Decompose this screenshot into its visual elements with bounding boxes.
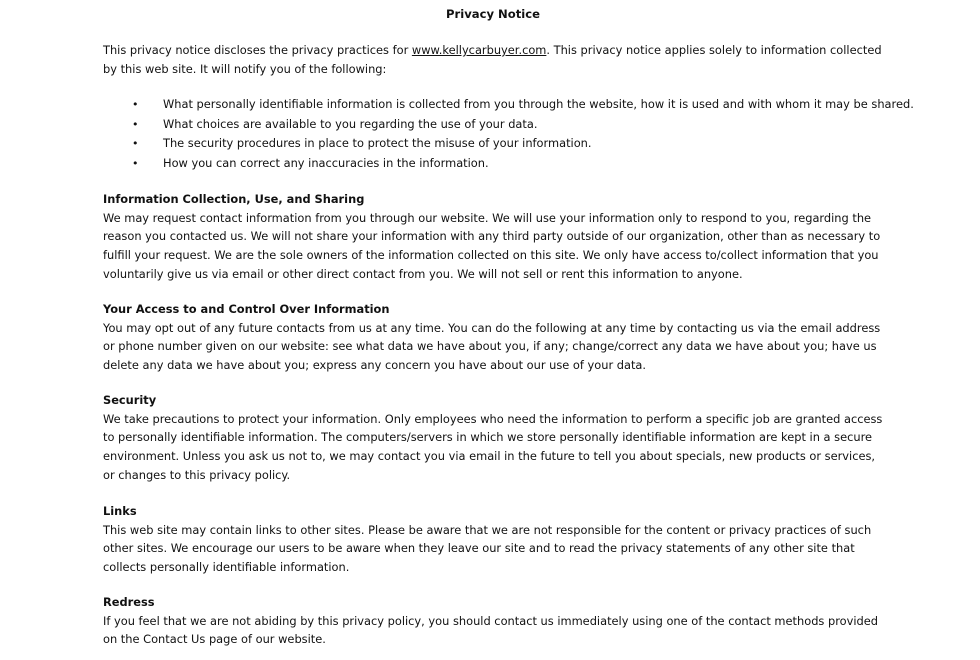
section-information-collection: [103, 190, 888, 283]
notice-bullet-list: [103, 95, 914, 173]
bullet-icon: •: [132, 156, 139, 170]
list-item-text: What personally identifiable information is collected from you through the website, how it is used and with whom it may be shared.: [163, 97, 914, 111]
section-heading: Links: [103, 504, 137, 518]
section-heading: Your Access to and Control Over Information: [103, 302, 390, 316]
website-link[interactable]: www.kellycarbuyer.com: [411, 43, 547, 57]
list-item-text: How you can correct any inaccuracies in the information.: [163, 155, 489, 170]
list-item-text: What choices are available to you regarding the use of your data.: [163, 116, 538, 131]
bullet-icon: •: [132, 117, 139, 131]
intro-text-before: This privacy notice discloses the privacy practices for: [103, 43, 412, 57]
bullet-icon: •: [132, 137, 139, 150]
list-item: [103, 115, 893, 135]
section-security: [103, 391, 888, 484]
section-heading: Information Collection, Use, and Sharing: [103, 192, 365, 206]
bullet-icon: •: [132, 98, 139, 111]
section-heading: Security: [103, 393, 157, 407]
section-redress: [103, 593, 888, 649]
section-body: You may opt out of any future contacts from us at any time. You can do the following at any time by contacting us via the email address or phone number given on our website: see what data we have about you, if any; change/correct any data we have about you; have us delete any data we have about you; express any concern you have about our use of your data.: [103, 320, 881, 372]
list-item: [103, 154, 893, 174]
list-item: [103, 95, 914, 115]
section-body: We take precautions to protect your information. Only employees who need the information to perform a specific job are granted access to personally identifiable information. The computers/servers in which we store personally identifiable information are kept in a secure environment. Unless you ask us not to, we may contact you via email in the future to tell you about specials, new products or services, or changes to this privacy policy.: [103, 411, 883, 482]
section-links: [103, 502, 888, 577]
page-title: Privacy Notice: [446, 7, 540, 21]
section-body: We may request contact information from you through our website. We will use your information only to respond to you, regarding the reason you contacted us. We will not share your information with any third party outside of our organization, other than as necessary to fulfill your request. We are the sole owners of the information collected on this site. We only have access to/collect information that you voluntarily give us via email or other direct contact from you. We will not sell or rent this information to anyone.: [103, 210, 881, 281]
section-body: If you feel that we are not abiding by this privacy policy, you should contact us immediately using one of the contact methods provided on the Contact Us page of our website.: [103, 613, 878, 647]
section-access-control: [103, 300, 888, 375]
list-item: [103, 134, 893, 154]
section-body: This web site may contain links to other sites. Please be aware that we are not responsible for the content or privacy practices of such other sites. We encourage our users to be aware when they leave our site and to read the privacy statements of any other site that collects personally identifiable information.: [103, 522, 872, 574]
intro-text-after: . This privacy notice applies solely to information collected by this web site. It will notify you of the following:: [103, 43, 882, 76]
intro-paragraph: [103, 41, 888, 78]
section-heading: Redress: [103, 595, 155, 609]
list-item-text: The security procedures in place to protect the misuse of your information.: [163, 136, 592, 150]
